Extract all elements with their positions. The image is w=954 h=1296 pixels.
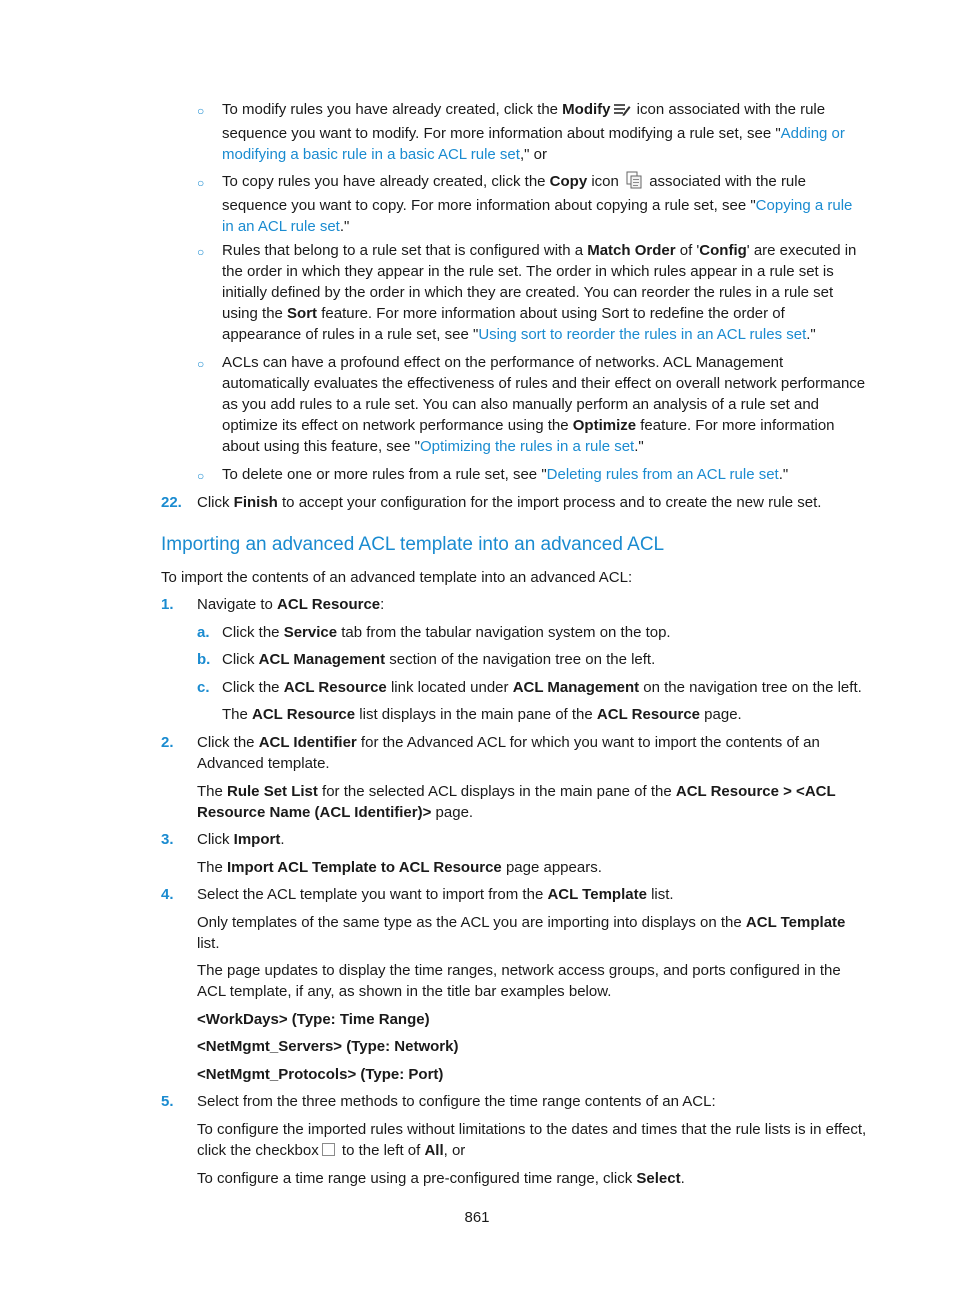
step-number: 22. (161, 494, 182, 511)
bullet-delete: To delete one or more rules from a rule set, see "Deleting rules from an ACL rule set." (222, 466, 789, 483)
step-4: Select the ACL template you want to import from the ACL Template list. (197, 886, 674, 903)
bullet-marker: ○ (197, 357, 205, 371)
step-1b: Click ACL Management section of the navigation tree on the left. (222, 651, 656, 668)
step-22: Click Finish to accept your configuration for the import process and to create the new rule set. (197, 494, 822, 511)
section-heading: Importing an advanced ACL template into an advanced ACL (161, 534, 665, 555)
step-number: 5. (161, 1093, 174, 1110)
bullet-modify: To modify rules you have already created, click the Modify icon associated with the rule sequence you want to modify. For more information about modifying a rule set, see "Adding or modifying a basic rule in a basic ACL rule set," or (222, 101, 845, 163)
step-1c: Click the ACL Resource link located under ACL Management on the navigation tree on the left. (222, 679, 862, 696)
link-copying-rule[interactable]: Copying a rule in an ACL rule set (222, 197, 853, 235)
step-number: 1. (161, 596, 174, 613)
bullet-marker: ○ (197, 469, 205, 483)
page-number: 861 (464, 1209, 490, 1226)
example-network: <NetMgmt_Servers> (Type: Network) (197, 1038, 459, 1055)
substep-label: c. (197, 679, 210, 696)
intro-text: To import the contents of an advanced template into an advanced ACL: (161, 569, 633, 586)
step-number: 4. (161, 886, 174, 903)
step-1a: Click the Service tab from the tabular navigation system on the top. (222, 624, 671, 641)
substep-label: b. (197, 651, 211, 668)
bullet-marker: ○ (197, 245, 205, 259)
step-1-note: The ACL Resource list displays in the main pane of the ACL Resource page. (222, 706, 742, 723)
link-adding-modifying-rule[interactable]: Adding or modifying a basic rule in a basic ACL rule set (222, 125, 845, 163)
step-4-note-2: The page updates to display the time ranges, network access groups, and ports configured in the ACL template, if any, as shown in the title bar examples below. (197, 962, 841, 1000)
link-using-sort[interactable]: Using sort to reorder the rules in an ACL rules set (478, 326, 807, 343)
bullet-marker: ○ (197, 104, 205, 118)
step-5: Select from the three methods to configure the time range contents of an ACL: (197, 1093, 716, 1110)
step-number: 3. (161, 831, 174, 848)
link-deleting-rules[interactable]: Deleting rules from an ACL rule set (546, 466, 779, 483)
example-port: <NetMgmt_Protocols> (Type: Port) (197, 1066, 444, 1083)
step-3: Click Import. (197, 831, 285, 848)
bullet-optimize: ACLs can have a profound effect on the performance of networks. ACL Management automatically evaluates the effectiveness of rules and their effect on overall network performance as you add rules to a rule set. You can also manually perform an analysis of a rule set and optimize its effect on network performance using the Optimize feature. For more information about using this feature, see "Optimizing the rules in a rule set." (222, 354, 866, 455)
step-2-note: The Rule Set List for the selected ACL displays in the main pane of the ACL Resource > <ACL Resource Name (ACL Identifier)> page. (197, 783, 836, 821)
step-1: Navigate to ACL Resource: (197, 596, 385, 613)
step-4-note-1: Only templates of the same type as the ACL you are importing into displays on the ACL Template list. (197, 914, 846, 952)
step-5-note-2: To configure a time range using a pre-configured time range, click Select. (197, 1170, 685, 1187)
substep-label: a. (197, 624, 210, 641)
copy-icon[interactable] (625, 171, 643, 195)
checkbox-icon (322, 1143, 335, 1156)
step-3-note: The Import ACL Template to ACL Resource page appears. (197, 859, 602, 876)
step-number: 2. (161, 734, 174, 751)
bullet-marker: ○ (197, 176, 205, 190)
bullet-match-order: Rules that belong to a rule set that is configured with a Match Order of 'Config' are executed in the order in which they appear in the rule set. The order in which rules appear in a rule set is initially defined by the order in which they are created. You can reorder the rules in a rule set using the Sort feature. For more information about using Sort to redefine the order of appearance of rules in a rule set, see "Using sort to reorder the rules in an ACL rules set." (222, 242, 857, 343)
example-time-range: <WorkDays> (Type: Time Range) (197, 1011, 430, 1028)
step-5-note-1: To configure the imported rules without limitations to the dates and times that the rule lists is in effect, click the checkbox to the left of All, or (197, 1121, 867, 1159)
step-2: Click the ACL Identifier for the Advanced ACL for which you want to import the contents of an Advanced template. (197, 734, 820, 772)
bullet-copy: To copy rules you have already created, click the Copy icon associated with the rule sequence you want to copy. For more information about copying a rule set, see "Copying a rule in an ACL rule set." (222, 173, 853, 235)
link-optimizing-rules[interactable]: Optimizing the rules in a rule set (419, 438, 635, 455)
modify-icon[interactable] (613, 101, 631, 123)
